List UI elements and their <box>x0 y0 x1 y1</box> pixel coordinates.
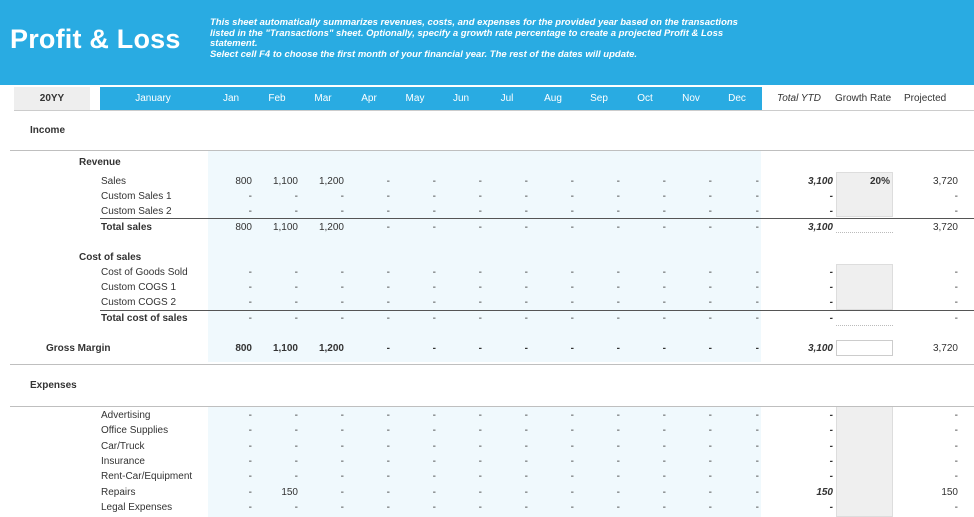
month-value-cell[interactable]: - <box>432 267 436 278</box>
month-value-cell[interactable]: - <box>294 267 298 278</box>
month-value-cell[interactable]: - <box>386 471 390 482</box>
month-value-cell[interactable]: - <box>708 410 712 421</box>
month-value-cell[interactable]: - <box>708 456 712 467</box>
month-value-cell[interactable]: - <box>478 425 482 436</box>
month-value-cell[interactable]: - <box>755 441 759 452</box>
month-value-cell[interactable]: - <box>340 441 344 452</box>
month-value-cell[interactable]: - <box>755 343 759 354</box>
total-sales-separator <box>100 218 974 219</box>
row-label: Cost of Goods Sold <box>101 267 188 278</box>
month-value-cell[interactable]: - <box>616 191 620 202</box>
month-value-cell[interactable]: - <box>662 502 666 513</box>
month-value-cell[interactable]: - <box>616 487 620 498</box>
month-header-dec: Dec <box>728 93 746 104</box>
month-value-cell[interactable]: - <box>755 191 759 202</box>
month-value-cell[interactable]: - <box>570 471 574 482</box>
month-header-bar <box>100 87 762 110</box>
month-value-cell[interactable]: - <box>340 487 344 498</box>
month-value-cell[interactable]: - <box>708 487 712 498</box>
month-value-cell[interactable]: - <box>248 191 252 202</box>
month-value-cell[interactable]: - <box>616 313 620 324</box>
month-value-cell[interactable]: - <box>570 297 574 308</box>
month-value-cell[interactable]: - <box>570 191 574 202</box>
month-value-cell[interactable]: - <box>708 343 712 354</box>
page-title: Profit & Loss <box>10 24 181 54</box>
month-value-cell[interactable]: - <box>570 441 574 452</box>
month-value-cell[interactable]: - <box>432 297 436 308</box>
projected-cell: - <box>954 206 958 217</box>
month-value-cell[interactable]: - <box>524 456 528 467</box>
growth-rate-empty-gross-margin <box>836 340 893 356</box>
total-ytd-header: Total YTD <box>777 93 821 104</box>
month-value-cell[interactable]: - <box>478 502 482 513</box>
month-value-cell[interactable]: - <box>708 297 712 308</box>
month-value-cell[interactable]: - <box>340 471 344 482</box>
month-value-cell[interactable]: - <box>386 343 390 354</box>
month-value-cell[interactable]: - <box>386 282 390 293</box>
expenses-section-label: Expenses <box>30 380 77 391</box>
month-value-cell[interactable]: - <box>755 456 759 467</box>
month-value-cell[interactable]: - <box>708 313 712 324</box>
month-value-cell[interactable]: - <box>755 206 759 217</box>
month-value-cell[interactable]: - <box>524 313 528 324</box>
month-value-cell[interactable]: - <box>616 471 620 482</box>
month-value-cell[interactable]: - <box>755 425 759 436</box>
month-value-cell[interactable]: - <box>248 267 252 278</box>
month-value-cell[interactable]: - <box>662 456 666 467</box>
month-value-cell[interactable]: - <box>340 297 344 308</box>
month-value-cell[interactable]: 800 <box>235 222 252 233</box>
month-value-cell[interactable]: - <box>662 206 666 217</box>
month-value-cell[interactable]: 800 <box>235 343 252 354</box>
projected-cell: - <box>954 425 958 436</box>
month-value-cell[interactable]: - <box>662 425 666 436</box>
month-value-cell[interactable]: - <box>432 176 436 187</box>
row-label: Total cost of sales <box>101 313 188 324</box>
month-value-cell[interactable]: 800 <box>235 176 252 187</box>
month-value-cell[interactable]: - <box>478 471 482 482</box>
month-value-cell[interactable]: - <box>524 487 528 498</box>
month-value-cell[interactable]: - <box>524 282 528 293</box>
month-value-cell[interactable]: - <box>432 425 436 436</box>
month-value-cell[interactable]: - <box>248 441 252 452</box>
total-ytd-cell: 3,100 <box>807 222 833 233</box>
projected-cell: - <box>954 441 958 452</box>
month-value-cell[interactable]: - <box>708 502 712 513</box>
month-value-cell[interactable]: - <box>248 282 252 293</box>
month-header-apr: Apr <box>361 93 377 104</box>
month-value-cell[interactable]: - <box>570 456 574 467</box>
month-value-cell[interactable]: - <box>570 282 574 293</box>
month-value-cell[interactable]: - <box>386 191 390 202</box>
total-ytd-cell: - <box>829 206 833 217</box>
total-ytd-cell: - <box>829 282 833 293</box>
month-value-cell[interactable]: - <box>340 425 344 436</box>
month-value-cell[interactable]: - <box>755 297 759 308</box>
month-value-cell[interactable]: - <box>524 267 528 278</box>
row-label: Custom COGS 1 <box>101 282 177 293</box>
total-ytd-cell: - <box>829 267 833 278</box>
total-ytd-cell: 150 <box>816 487 833 498</box>
month-value-cell[interactable]: - <box>662 471 666 482</box>
projected-cell: 150 <box>941 487 958 498</box>
row-label: Sales <box>101 176 127 187</box>
month-value-cell[interactable]: - <box>616 441 620 452</box>
growth-rate-empty-total-cogs <box>836 310 893 326</box>
month-header-jan: Jan <box>222 93 240 104</box>
month-value-cell[interactable]: - <box>708 441 712 452</box>
month-value-cell[interactable]: - <box>755 410 759 421</box>
month-value-cell[interactable]: - <box>478 487 482 498</box>
growth-rate-empty-total-sales <box>836 217 893 233</box>
year-cell[interactable]: 20YY <box>14 87 90 110</box>
month-value-cell[interactable]: - <box>755 502 759 513</box>
row-label: Gross Margin <box>46 343 111 354</box>
month-value-cell[interactable]: - <box>708 176 712 187</box>
projected-cell: - <box>954 297 958 308</box>
month-value-cell[interactable]: - <box>340 410 344 421</box>
income-divider <box>10 150 974 151</box>
month-value-cell[interactable]: - <box>386 222 390 233</box>
month-value-cell[interactable]: 1,200 <box>318 222 344 233</box>
month-header-oct: Oct <box>637 93 653 104</box>
total-ytd-cell: - <box>829 425 833 436</box>
month-value-cell[interactable]: - <box>340 191 344 202</box>
month-value-cell[interactable]: - <box>294 441 298 452</box>
month-value-cell[interactable]: - <box>524 441 528 452</box>
projected-cell: - <box>954 191 958 202</box>
month-value-cell[interactable]: - <box>616 425 620 436</box>
month-value-cell[interactable]: - <box>662 313 666 324</box>
month-value-cell[interactable]: - <box>432 222 436 233</box>
month-value-cell[interactable]: - <box>386 425 390 436</box>
month-value-cell[interactable]: - <box>478 282 482 293</box>
month-value-cell[interactable]: - <box>248 502 252 513</box>
projected-cell: - <box>954 267 958 278</box>
total-ytd-cell: - <box>829 297 833 308</box>
month-value-cell[interactable]: - <box>340 267 344 278</box>
row-label: Office Supplies <box>101 425 169 436</box>
total-ytd-cell: - <box>829 313 833 324</box>
month-value-cell[interactable]: - <box>708 206 712 217</box>
banner-description <box>210 18 755 60</box>
month-value-cell[interactable]: - <box>524 297 528 308</box>
month-value-cell[interactable]: - <box>524 471 528 482</box>
row-label: Insurance <box>101 456 145 467</box>
start-month-select[interactable]: January <box>135 93 171 104</box>
row-label: Car/Truck <box>101 441 145 452</box>
month-header-jul: Jul <box>500 93 514 104</box>
month-value-cell[interactable]: - <box>432 471 436 482</box>
month-value-cell[interactable]: - <box>340 206 344 217</box>
month-header-nov: Nov <box>682 93 700 104</box>
row-label: Custom Sales 2 <box>101 206 172 217</box>
month-value-cell[interactable]: 1,200 <box>318 176 344 187</box>
month-value-cell[interactable]: - <box>708 471 712 482</box>
month-value-cell[interactable]: - <box>248 206 252 217</box>
month-value-cell[interactable]: - <box>708 425 712 436</box>
income-section-label: Income <box>30 125 66 136</box>
month-value-cell[interactable]: - <box>340 313 344 324</box>
month-value-cell[interactable]: - <box>248 425 252 436</box>
row-label: Repairs <box>101 487 136 498</box>
month-value-cell[interactable]: - <box>294 425 298 436</box>
month-value-cell[interactable]: 1,200 <box>318 343 344 354</box>
month-value-cell[interactable]: - <box>478 343 482 354</box>
revenue-group-label: Revenue <box>79 157 121 168</box>
projected-cell: - <box>954 471 958 482</box>
month-header-feb: Feb <box>268 93 286 104</box>
month-value-cell[interactable]: - <box>616 282 620 293</box>
month-value-cell[interactable]: - <box>248 487 252 498</box>
month-value-cell[interactable]: - <box>662 410 666 421</box>
month-value-cell[interactable]: - <box>524 343 528 354</box>
month-value-cell[interactable]: - <box>708 267 712 278</box>
month-value-cell[interactable]: - <box>294 313 298 324</box>
month-value-cell[interactable]: - <box>386 410 390 421</box>
month-value-cell[interactable]: - <box>294 410 298 421</box>
month-value-cell[interactable]: - <box>570 222 574 233</box>
banner-instruction-text: Select cell F4 to choose the first month of your financial year. The rest of the dates will update. <box>210 48 638 60</box>
month-value-cell[interactable]: - <box>478 206 482 217</box>
month-value-cell[interactable]: - <box>524 502 528 513</box>
expenses-divider <box>10 406 974 407</box>
month-value-cell[interactable]: 1,100 <box>272 222 298 233</box>
month-header-mar: Mar <box>314 93 332 104</box>
projected-cell: - <box>954 313 958 324</box>
month-value-cell[interactable]: - <box>570 267 574 278</box>
month-value-cell[interactable]: - <box>386 456 390 467</box>
month-value-cell[interactable]: - <box>755 176 759 187</box>
month-value-cell[interactable]: - <box>570 502 574 513</box>
growth-rate-input-cogs[interactable] <box>836 264 893 310</box>
projected-cell: - <box>954 456 958 467</box>
month-value-cell[interactable]: - <box>478 222 482 233</box>
row-label: Advertising <box>101 410 151 421</box>
growth-rate-input-expenses[interactable] <box>836 406 893 517</box>
month-value-cell[interactable]: - <box>386 313 390 324</box>
gross-margin-divider <box>10 364 974 365</box>
month-value-cell[interactable]: - <box>478 313 482 324</box>
month-value-cell[interactable]: - <box>662 267 666 278</box>
month-value-cell[interactable]: - <box>432 502 436 513</box>
cost-of-sales-group-label: Cost of sales <box>79 252 142 263</box>
total-ytd-cell: 3,100 <box>807 176 833 187</box>
month-value-cell[interactable]: - <box>294 297 298 308</box>
month-value-cell[interactable]: 1,100 <box>272 176 298 187</box>
month-value-cell[interactable]: - <box>662 282 666 293</box>
month-value-cell[interactable]: - <box>616 343 620 354</box>
projected-cell: 3,720 <box>932 176 958 187</box>
month-value-cell[interactable]: - <box>524 191 528 202</box>
month-value-cell[interactable]: - <box>386 297 390 308</box>
month-value-cell[interactable]: - <box>478 441 482 452</box>
projected-cell: 3,720 <box>932 222 958 233</box>
projected-cell: - <box>954 502 958 513</box>
month-value-cell[interactable]: - <box>616 176 620 187</box>
month-value-cell[interactable]: - <box>386 206 390 217</box>
month-value-cell[interactable]: - <box>248 410 252 421</box>
month-value-cell[interactable]: - <box>524 222 528 233</box>
month-value-cell[interactable]: - <box>294 191 298 202</box>
month-value-cell[interactable]: - <box>432 441 436 452</box>
month-value-cell[interactable]: - <box>570 410 574 421</box>
month-value-cell[interactable]: - <box>755 282 759 293</box>
row-label: Rent-Car/Equipment <box>101 471 193 482</box>
header-divider <box>14 110 974 111</box>
month-value-cell[interactable]: - <box>478 410 482 421</box>
month-value-cell[interactable]: - <box>294 471 298 482</box>
month-value-cell[interactable]: - <box>432 282 436 293</box>
banner-description-text: This sheet automatically summarizes revenues, costs, and expenses for the provided year based on the transactions listed in the "Transactions" sheet. Optionally, specify a growth rate percentage to create a projected Profit & Loss statement. <box>210 17 738 50</box>
month-header-sep: Sep <box>590 93 608 104</box>
month-value-cell[interactable]: - <box>755 313 759 324</box>
total-ytd-cell: 3,100 <box>807 343 833 354</box>
month-value-cell[interactable]: - <box>524 410 528 421</box>
month-value-cell[interactable]: - <box>570 313 574 324</box>
month-value-cell[interactable]: - <box>340 456 344 467</box>
month-value-cell[interactable]: - <box>570 343 574 354</box>
month-value-cell[interactable]: - <box>662 222 666 233</box>
month-value-cell[interactable]: - <box>708 282 712 293</box>
total-ytd-cell: - <box>829 191 833 202</box>
month-value-cell[interactable]: - <box>616 456 620 467</box>
month-value-cell[interactable]: - <box>616 410 620 421</box>
month-value-cell[interactable]: - <box>478 267 482 278</box>
month-value-cell[interactable]: - <box>570 206 574 217</box>
month-value-cell[interactable]: - <box>432 343 436 354</box>
month-value-cell[interactable]: - <box>432 456 436 467</box>
month-value-cell[interactable]: - <box>616 222 620 233</box>
row-label: Custom Sales 1 <box>101 191 172 202</box>
month-value-cell[interactable]: - <box>755 471 759 482</box>
month-value-cell[interactable]: - <box>755 222 759 233</box>
month-value-cell[interactable]: - <box>432 487 436 498</box>
month-value-cell[interactable]: - <box>386 176 390 187</box>
month-value-cell[interactable]: - <box>524 206 528 217</box>
total-ytd-cell: - <box>829 502 833 513</box>
month-value-cell[interactable]: - <box>616 502 620 513</box>
title-banner <box>0 0 974 85</box>
month-value-cell[interactable]: - <box>708 191 712 202</box>
month-value-cell[interactable]: - <box>432 313 436 324</box>
month-header-may: May <box>405 93 425 104</box>
month-value-cell[interactable]: - <box>386 502 390 513</box>
projected-cell: 3,720 <box>932 343 958 354</box>
month-value-cell[interactable]: - <box>248 471 252 482</box>
month-header-aug: Aug <box>544 93 562 104</box>
month-value-cell[interactable]: - <box>294 282 298 293</box>
month-value-cell[interactable]: - <box>524 176 528 187</box>
month-value-cell[interactable]: - <box>386 441 390 452</box>
month-value-cell[interactable]: - <box>616 297 620 308</box>
month-value-cell[interactable]: - <box>478 176 482 187</box>
month-value-cell[interactable]: - <box>432 206 436 217</box>
month-value-cell[interactable]: - <box>294 502 298 513</box>
month-value-cell[interactable]: - <box>570 425 574 436</box>
month-value-cell[interactable]: - <box>662 343 666 354</box>
month-value-cell[interactable]: - <box>662 487 666 498</box>
month-value-cell[interactable]: - <box>248 313 252 324</box>
month-value-cell[interactable]: - <box>755 267 759 278</box>
total-ytd-cell: - <box>829 456 833 467</box>
month-value-cell[interactable]: - <box>478 456 482 467</box>
month-value-cell[interactable]: - <box>478 191 482 202</box>
total-ytd-cell: - <box>829 441 833 452</box>
total-ytd-cell: - <box>829 410 833 421</box>
month-value-cell[interactable]: - <box>662 191 666 202</box>
month-value-cell[interactable]: - <box>432 410 436 421</box>
month-value-cell[interactable]: - <box>340 282 344 293</box>
month-value-cell[interactable]: - <box>755 487 759 498</box>
projected-cell: - <box>954 410 958 421</box>
projected-header: Projected <box>904 93 947 104</box>
month-value-cell[interactable]: - <box>432 191 436 202</box>
month-value-cell[interactable]: - <box>248 297 252 308</box>
month-value-cell[interactable]: - <box>340 502 344 513</box>
month-value-cell[interactable]: - <box>662 297 666 308</box>
month-header-jun: Jun <box>452 93 470 104</box>
month-value-cell[interactable]: - <box>708 222 712 233</box>
month-value-cell[interactable]: 150 <box>281 487 298 498</box>
month-value-cell[interactable]: - <box>524 425 528 436</box>
month-value-cell[interactable]: - <box>616 267 620 278</box>
month-value-cell[interactable]: 1,100 <box>272 343 298 354</box>
month-value-cell[interactable]: - <box>662 441 666 452</box>
growth-rate-header: Growth Rate <box>835 93 892 104</box>
month-value-cell[interactable]: - <box>248 456 252 467</box>
month-value-cell[interactable]: - <box>294 456 298 467</box>
total-ytd-cell: - <box>829 471 833 482</box>
month-value-cell[interactable]: - <box>386 487 390 498</box>
projected-cell: - <box>954 282 958 293</box>
row-label: Total sales <box>101 222 152 233</box>
month-value-cell[interactable]: - <box>662 176 666 187</box>
row-label: Custom COGS 2 <box>101 297 177 308</box>
row-label: Legal Expenses <box>101 502 173 513</box>
month-value-cell[interactable]: - <box>294 206 298 217</box>
growth-rate-cell[interactable]: 20% <box>869 176 890 187</box>
month-value-cell[interactable]: - <box>570 176 574 187</box>
month-value-cell[interactable]: - <box>386 267 390 278</box>
total-cogs-separator <box>100 310 974 311</box>
month-value-cell[interactable]: - <box>616 206 620 217</box>
month-value-cell[interactable]: - <box>570 487 574 498</box>
month-value-cell[interactable]: - <box>478 297 482 308</box>
